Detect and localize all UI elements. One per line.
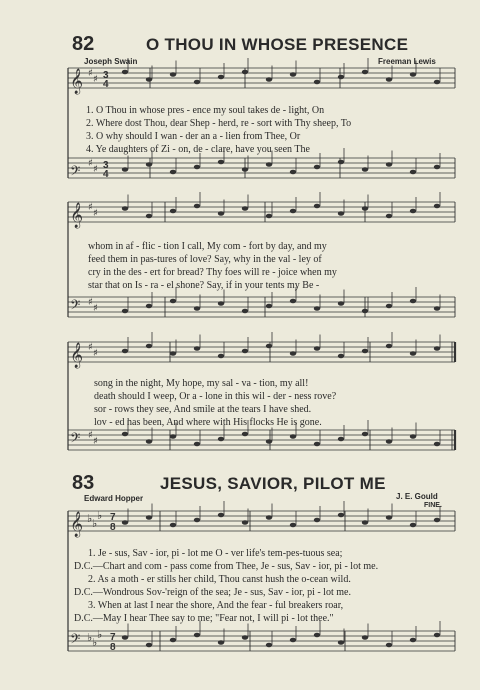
note-head (290, 299, 296, 304)
note-head (410, 209, 416, 214)
note-head (362, 70, 368, 75)
note-head (434, 204, 440, 209)
note-head (338, 301, 344, 306)
lyric-line: lov - ed has been, And where with His flocks He is gone. (94, 417, 322, 428)
note-head (314, 80, 320, 85)
svg-text:♯: ♯ (93, 208, 98, 219)
note-head (314, 165, 320, 170)
note-head (194, 306, 200, 311)
svg-text:8: 8 (110, 522, 116, 533)
svg-text:♭: ♭ (97, 509, 103, 522)
note-head (410, 72, 416, 77)
note-head (338, 640, 344, 645)
note-head (338, 75, 344, 80)
note-head (218, 211, 224, 216)
note-head (290, 523, 296, 528)
note-head (434, 518, 440, 523)
note-head (362, 635, 368, 640)
lyric-line: song in the night, My hope, my sal - va - tion, my all! (94, 378, 309, 389)
note-head (146, 304, 152, 309)
lyric-line: 3. When at last I near the shore, And the fear - ful breakers roar, (88, 600, 344, 611)
note-head (362, 206, 368, 211)
svg-text:♯: ♯ (93, 348, 98, 359)
note-head (122, 520, 128, 525)
note-head (266, 162, 272, 167)
music-credit: J. E. Gould (396, 492, 438, 501)
svg-text:4: 4 (103, 169, 109, 180)
hymn-number: 82 (72, 33, 95, 55)
note-head (386, 439, 392, 444)
note-head (170, 351, 176, 356)
lyric-line: 1. Je - sus, Sav - ior, pi - lot me O - ver life's tem-pes-tuous sea; (88, 548, 343, 559)
note-head (314, 204, 320, 209)
svg-text:3: 3 (103, 160, 109, 171)
note-head (146, 214, 152, 219)
note-head (410, 523, 416, 528)
note-head (266, 643, 272, 648)
note-head (362, 309, 368, 314)
lyric-line: whom in af - flic - tion I call, My com - fort by day, and my (88, 241, 327, 252)
note-head (386, 162, 392, 167)
svg-text:♯: ♯ (88, 68, 93, 79)
note-head (410, 299, 416, 304)
note-head (434, 165, 440, 170)
note-head (338, 160, 344, 165)
lyric-line: D.C.—Wondrous Sov-'reign of the sea; Je - sus, Sav - ior, pi - lot me. (74, 587, 351, 598)
note-head (362, 167, 368, 172)
note-head (410, 434, 416, 439)
note-head (266, 214, 272, 219)
treble-clef-icon: 𝄞 (70, 69, 84, 94)
note-head (338, 513, 344, 518)
note-head (242, 206, 248, 211)
svg-text:8: 8 (110, 642, 116, 653)
note-head (242, 167, 248, 172)
lyric-line: D.C.—May I hear Thee say to me; "Fear not, I will pi - lot thee." (74, 613, 334, 624)
note-head (146, 515, 152, 520)
svg-text:♭: ♭ (92, 636, 98, 649)
note-head (194, 165, 200, 170)
note-head (362, 349, 368, 354)
svg-text:♭: ♭ (92, 517, 98, 530)
note-head (194, 204, 200, 209)
lyric-line: 4. Ye daughters of Zi - on, de - clare, have you seen The (86, 144, 310, 155)
svg-text:♯: ♯ (88, 430, 93, 441)
note-head (266, 304, 272, 309)
note-head (410, 351, 416, 356)
note-head (146, 162, 152, 167)
svg-text:♯: ♯ (88, 202, 93, 213)
note-head (314, 633, 320, 638)
svg-text:𝄢: 𝄢 (70, 430, 81, 449)
fine-mark: FINE. (424, 502, 442, 509)
note-head (218, 160, 224, 165)
lyric-line: D.C.—Chart and com - pass come from Thee, Je - sus, Sav - ior, pi - lot me. (74, 561, 379, 572)
note-head (362, 520, 368, 525)
note-head (314, 518, 320, 523)
note-head (194, 346, 200, 351)
note-head (362, 432, 368, 437)
note-head (290, 434, 296, 439)
note-head (122, 206, 128, 211)
lyric-line: sor - rows they see, And smile at the tears I have shed. (94, 404, 312, 415)
svg-text:𝄢: 𝄢 (70, 297, 81, 316)
note-head (122, 309, 128, 314)
note-head (434, 633, 440, 638)
lyrics-block-1 (86, 104, 456, 158)
note-head (218, 75, 224, 80)
note-head (218, 513, 224, 518)
note-head (314, 306, 320, 311)
note-head (170, 170, 176, 175)
note-head (242, 520, 248, 525)
svg-text:♭: ♭ (87, 631, 93, 644)
note-head (266, 515, 272, 520)
note-head (170, 72, 176, 77)
note-head (122, 167, 128, 172)
note-head (122, 635, 128, 640)
note-head (434, 80, 440, 85)
svg-text:♯: ♯ (93, 436, 98, 447)
music-credit: Freeman Lewis (378, 57, 436, 66)
hymn-number: 83 (72, 472, 95, 494)
note-head (122, 349, 128, 354)
note-head (218, 301, 224, 306)
lyrics-block-83 (74, 547, 459, 627)
lyric-line: death should I weep, Or a - lone in this wil - der - ness rove? (94, 391, 337, 402)
note-head (386, 304, 392, 309)
svg-text:𝄞: 𝄞 (70, 512, 84, 537)
note-head (218, 437, 224, 442)
lyric-line: cry in the des - ert for bread? Thy foes will re - joice when my (88, 267, 337, 278)
lyric-line: 3. O why should I wan - der an a - lien from Thee, Or (86, 131, 301, 142)
lyrics-block-3 (94, 377, 464, 431)
note-head (386, 77, 392, 82)
note-head (170, 299, 176, 304)
note-head (290, 170, 296, 175)
note-head (266, 77, 272, 82)
svg-text:♯: ♯ (93, 74, 98, 85)
note-head (146, 439, 152, 444)
lyric-line: 2. As a moth - er stills her child, Thou canst hush the o-cean wild. (88, 574, 351, 585)
note-head (218, 354, 224, 359)
lyric-line: 2. Where dost Thou, dear Shep - herd, re - sort with Thy sheep, To (86, 118, 352, 129)
note-head (434, 346, 440, 351)
lyric-line: 1. O Thou in whose pres - ence my soul takes de - light, On (86, 105, 325, 116)
note-head (290, 351, 296, 356)
svg-text:7: 7 (110, 512, 116, 523)
hymn-title: JESUS, SAVIOR, PILOT ME (160, 474, 386, 493)
note-head (146, 77, 152, 82)
svg-text:♯: ♯ (88, 158, 93, 169)
note-head (194, 633, 200, 638)
note-head (170, 523, 176, 528)
bass-clef-icon: 𝄢 (70, 163, 81, 182)
note-head (170, 638, 176, 643)
note-head (122, 432, 128, 437)
note-head (290, 72, 296, 77)
note-head (386, 214, 392, 219)
note-head (338, 437, 344, 442)
svg-text:♭: ♭ (97, 628, 103, 641)
note-head (194, 518, 200, 523)
svg-text:𝄞: 𝄞 (70, 203, 84, 228)
note-head (242, 70, 248, 75)
note-head (338, 354, 344, 359)
note-head (170, 209, 176, 214)
svg-text:𝄞: 𝄞 (70, 343, 84, 368)
words-credit: Edward Hopper (84, 494, 144, 503)
note-head (386, 344, 392, 349)
note-head (170, 434, 176, 439)
svg-text:♯: ♯ (88, 342, 93, 353)
svg-text:♯: ♯ (88, 297, 93, 308)
svg-text:4: 4 (103, 79, 109, 90)
note-head (434, 306, 440, 311)
note-head (194, 442, 200, 447)
svg-text:♭: ♭ (87, 512, 93, 525)
note-head (410, 638, 416, 643)
note-head (338, 211, 344, 216)
hymn-title: O THOU IN WHOSE PRESENCE (146, 35, 409, 54)
note-head (434, 442, 440, 447)
note-head (266, 439, 272, 444)
lyrics-block-2 (88, 240, 458, 294)
note-head (122, 70, 128, 75)
note-head (146, 643, 152, 648)
note-head (146, 344, 152, 349)
note-head (386, 643, 392, 648)
note-head (242, 432, 248, 437)
note-head (242, 635, 248, 640)
note-head (290, 638, 296, 643)
note-head (290, 209, 296, 214)
note-head (314, 346, 320, 351)
lyric-line: feed them in pas-tures of love? Say, why in the val - ley of (88, 254, 322, 265)
lyric-line: star that on Is - ra - el shone? Say, if in your tents my Be - (88, 280, 320, 291)
note-head (194, 80, 200, 85)
svg-text:𝄢: 𝄢 (70, 631, 81, 650)
words-credit: Joseph Swain (84, 57, 138, 66)
note-head (218, 640, 224, 645)
svg-text:♯: ♯ (93, 164, 98, 175)
note-head (242, 349, 248, 354)
note-head (242, 309, 248, 314)
note-head (266, 344, 272, 349)
note-head (410, 170, 416, 175)
note-head (386, 515, 392, 520)
svg-text:7: 7 (110, 632, 116, 643)
svg-text:3: 3 (103, 70, 109, 81)
svg-text:♯: ♯ (93, 303, 98, 314)
note-head (314, 442, 320, 447)
